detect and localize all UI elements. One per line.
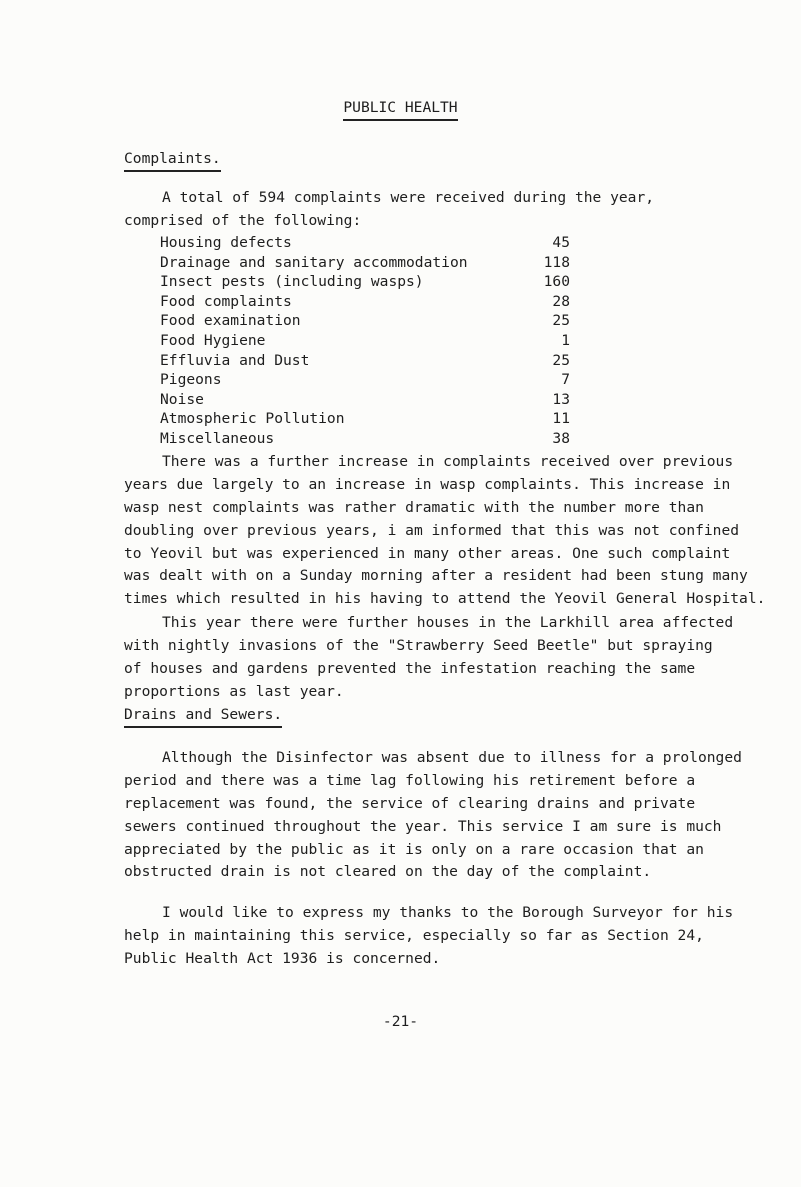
page-title (0, 98, 801, 121)
page-number: -21- (382, 1013, 419, 1030)
count-cell: 118 (543, 253, 570, 271)
count-cell: 13 (552, 390, 570, 408)
text-line: comprised of the following: (124, 211, 362, 229)
text-line: period and there was a time lag following his retirement before a (124, 771, 696, 789)
category-cell: Pigeons (160, 371, 222, 389)
table-row (160, 390, 570, 410)
category-cell: Miscellaneous (160, 429, 275, 447)
table-row (160, 253, 570, 273)
complaints-paragraph-1 (124, 451, 784, 611)
table-row (160, 311, 570, 331)
text-line: help in maintaining this service, especially so far as Section 24, (124, 926, 704, 944)
section-heading-drains: Drains and Sewers. (124, 705, 282, 728)
count-cell: 45 (552, 234, 570, 251)
table-row (160, 331, 570, 351)
count-cell: 25 (552, 312, 570, 330)
table-row (160, 429, 570, 449)
count-cell: 1 (561, 331, 570, 349)
text-line: A total of 594 complaints were received during the year, (162, 189, 655, 206)
complaints-intro (124, 187, 784, 233)
text-line: to Yeovil but was experienced in many other areas. One such complaint (124, 544, 731, 562)
text-line: was dealt with on a Sunday morning after a resident had been stung many (124, 567, 748, 585)
table-row (160, 292, 570, 312)
text-line: wasp nest complaints was rather dramatic with the number more than (124, 498, 704, 516)
text-line: doubling over previous years, i am informed that this was not confined (124, 521, 740, 539)
text-line: obstructed drain is not cleared on the day of the complaint. (124, 863, 652, 881)
text-line: This year there were further houses in the Larkhill area affected (162, 614, 734, 631)
category-cell: Insect pests (including wasps) (160, 273, 424, 291)
table-row (160, 409, 570, 429)
text-line: times which resulted in his having to attend the Yeovil General Hospital. (124, 590, 766, 608)
category-cell: Food complaints (160, 292, 292, 310)
category-cell: Atmospheric Pollution (160, 410, 345, 428)
text-line: I would like to express my thanks to the Borough Surveyor for his (162, 904, 734, 921)
text-line: of houses and gardens prevented the infestation reaching the same (124, 659, 696, 677)
text-line: Public Health Act 1936 is concerned. (124, 949, 441, 967)
table-row (160, 272, 570, 292)
category-cell: Food examination (160, 312, 301, 330)
section-heading-complaints: Complaints. (124, 149, 221, 172)
category-cell: Housing defects (160, 234, 292, 251)
drains-paragraph-2 (124, 902, 784, 971)
category-cell: Noise (160, 390, 204, 408)
text-line: sewers continued throughout the year. This service I am sure is much (124, 817, 722, 835)
count-cell: 7 (561, 371, 570, 389)
text-line: There was a further increase in complaints received over previous (162, 453, 734, 470)
complaints-paragraph-2 (124, 612, 784, 704)
text-line: with nightly invasions of the "Strawberry Seed Beetle" but spraying (124, 636, 713, 654)
count-cell: 38 (552, 429, 570, 447)
category-cell: Drainage and sanitary accommodation (160, 253, 468, 271)
table-row (160, 370, 570, 390)
category-cell: Food Hygiene (160, 331, 266, 349)
category-cell: Effluvia and Dust (160, 351, 310, 369)
text-line: replacement was found, the service of clearing drains and private (124, 794, 696, 812)
table-row (160, 351, 570, 371)
text-line: Although the Disinfector was absent due to illness for a prolonged (162, 749, 742, 766)
page-title-text: PUBLIC HEALTH (343, 98, 457, 121)
text-line: appreciated by the public as it is only on a rare occasion that an (124, 840, 704, 858)
table-row (160, 233, 570, 253)
count-cell: 28 (552, 292, 570, 310)
count-cell: 11 (552, 410, 570, 428)
drains-paragraph-1 (124, 747, 784, 884)
text-line: years due largely to an increase in wasp complaints. This increase in (124, 475, 731, 493)
text-line: proportions as last year. (124, 682, 344, 700)
complaints-table (160, 233, 570, 449)
count-cell: 160 (543, 273, 570, 291)
count-cell: 25 (552, 351, 570, 369)
